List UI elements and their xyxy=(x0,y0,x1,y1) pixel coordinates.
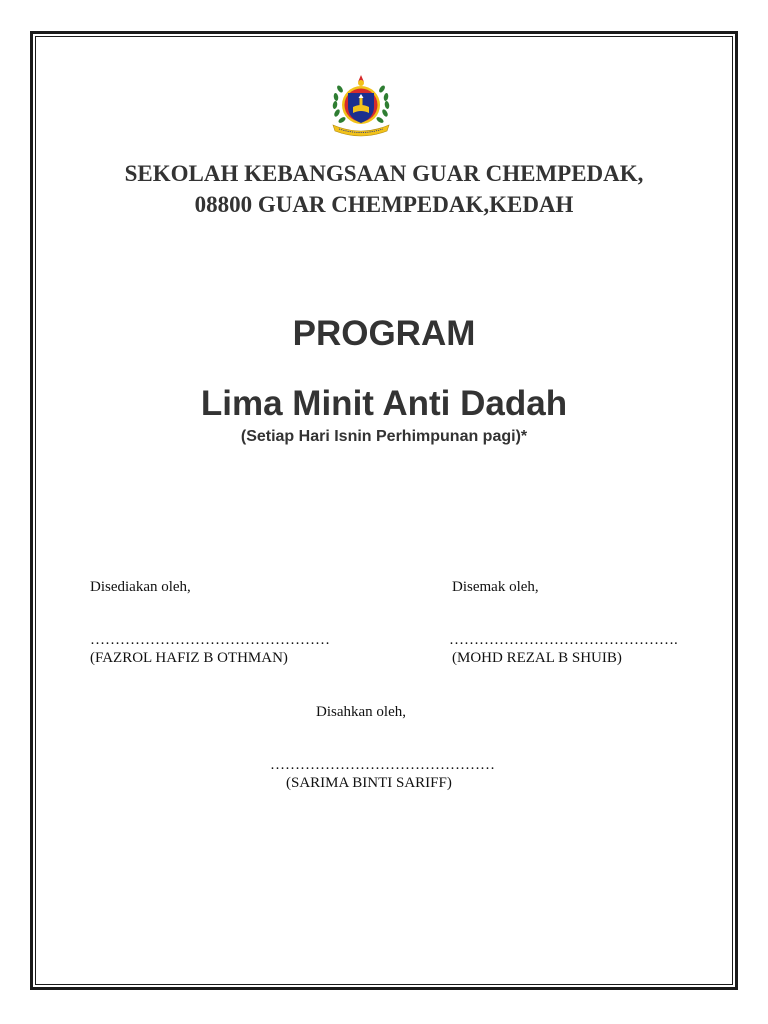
signature-label: Disemak oleh, xyxy=(452,579,539,595)
signatory-name: (FAZROL HAFIZ B OTHMAN) xyxy=(90,650,288,666)
school-name-line1: SEKOLAH KEBANGSAAN GUAR CHEMPEDAK, xyxy=(124,161,644,186)
signature-line: ………………………………………… xyxy=(90,632,330,648)
signature-block-checked xyxy=(449,578,678,667)
signature-block-approved xyxy=(270,703,500,792)
program-note: (Setiap Hari Isnin Perhimpunan pagi)* xyxy=(240,428,528,445)
signature-label: Disahkan oleh, xyxy=(316,704,406,720)
signatory-name: (MOHD REZAL B SHUIB) xyxy=(452,650,622,666)
school-crest-icon xyxy=(327,73,395,139)
signature-line: ……………………………………… xyxy=(270,757,495,773)
signature-label: Disediakan oleh, xyxy=(90,579,191,595)
school-address-line: 08800 GUAR CHEMPEDAK,KEDAH xyxy=(194,192,574,217)
signature-block-prepared xyxy=(90,578,330,667)
program-title: PROGRAM xyxy=(292,314,476,353)
school-name xyxy=(40,158,728,220)
signature-line: ………………………………………. xyxy=(449,632,678,648)
program-name: Lima Minit Anti Dadah xyxy=(200,384,568,423)
signatory-name: (SARIMA BINTI SARIFF) xyxy=(286,775,452,791)
